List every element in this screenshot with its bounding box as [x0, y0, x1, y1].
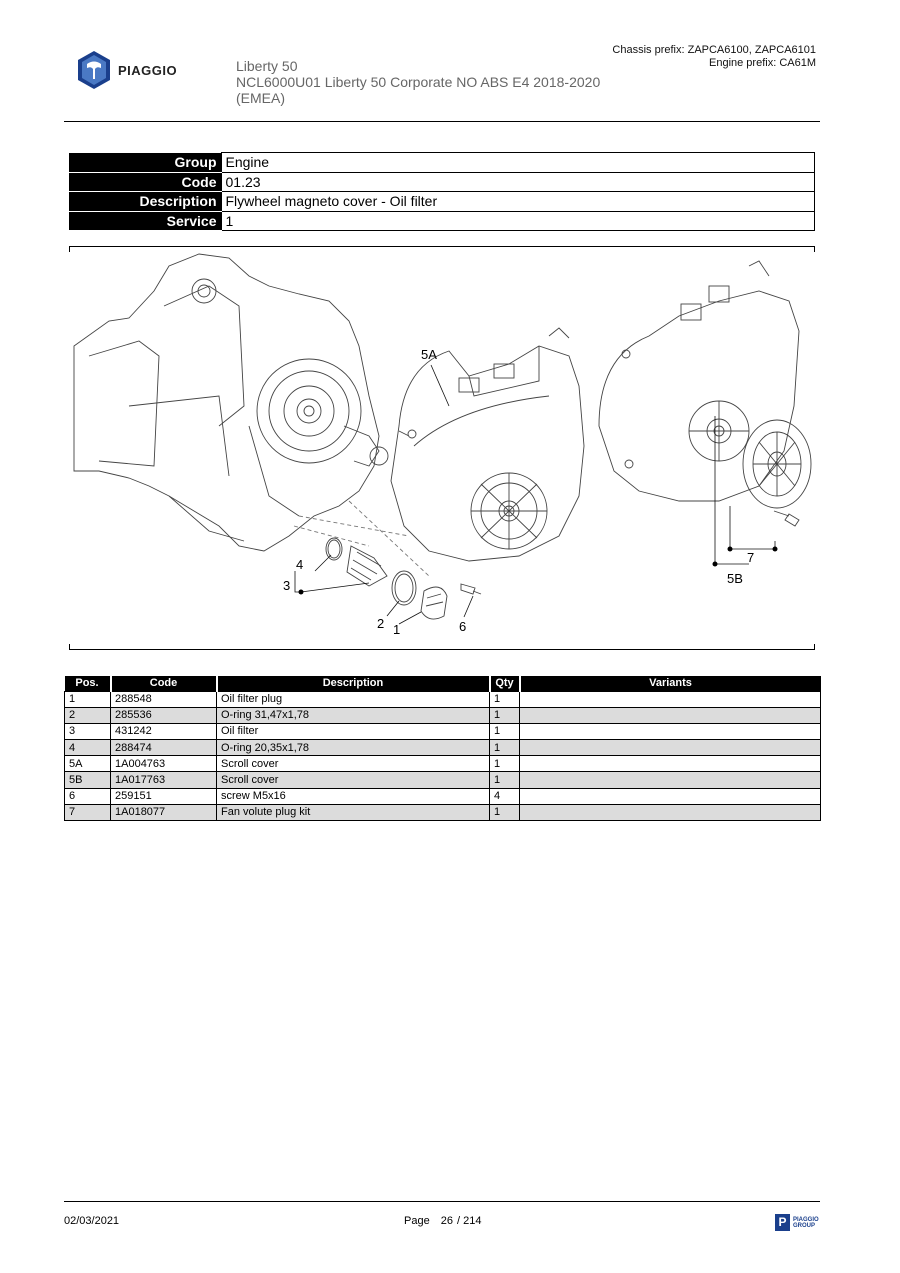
table-row: [65, 756, 821, 772]
cell-code: 1A004763: [111, 756, 217, 772]
group-logo-line: GROUP: [793, 1222, 816, 1229]
chassis-prefix: Chassis prefix: ZAPCA6100, ZAPCA6101: [612, 44, 816, 56]
footer-divider: [64, 1201, 820, 1202]
cell-pos: 2: [65, 707, 111, 723]
info-label: Description: [69, 192, 221, 212]
cell-description: Scroll cover: [217, 756, 490, 772]
callout-label: 5B: [727, 571, 743, 586]
info-row-group: [69, 153, 815, 173]
info-value: Engine: [221, 153, 815, 173]
parts-header-row: [65, 676, 821, 691]
cell-qty: 1: [490, 707, 520, 723]
info-value: 1: [221, 211, 815, 231]
piaggio-shield-icon: [76, 50, 112, 90]
cell-qty: 1: [490, 756, 520, 772]
info-row-service: [69, 211, 815, 231]
callout-label: 3: [283, 578, 291, 593]
callout-label: 1: [393, 622, 401, 637]
cell-qty: 1: [490, 772, 520, 788]
header-divider: [64, 121, 820, 122]
table-row: [65, 804, 821, 820]
parts-drawing: [69, 246, 815, 650]
info-label: Service: [69, 211, 221, 231]
cell-variants: [520, 691, 821, 707]
cell-code: 431242: [111, 723, 217, 739]
table-row: [65, 740, 821, 756]
model-title: [236, 58, 616, 106]
cell-code: 259151: [111, 788, 217, 804]
info-value: Flywheel magneto cover - Oil filter: [221, 192, 815, 212]
model-line: NCL6000U01 Liberty 50 Corporate NO ABS E4 2018-2020: [236, 74, 601, 90]
group-info-table: [69, 152, 815, 231]
column-header: Pos.: [65, 676, 111, 691]
cell-code: 288474: [111, 740, 217, 756]
brand-name: PIAGGIO: [118, 62, 178, 78]
cell-description: Oil filter plug: [217, 691, 490, 707]
cell-description: Oil filter: [217, 723, 490, 739]
cell-qty: 4: [490, 788, 520, 804]
cell-description: O-ring 31,47x1,78: [217, 707, 490, 723]
cell-qty: 1: [490, 723, 520, 739]
table-row: [65, 707, 821, 723]
callout-label: 4: [296, 557, 304, 572]
cell-variants: [520, 756, 821, 772]
info-row-description: [69, 192, 815, 212]
column-header: Code: [111, 676, 217, 691]
piaggio-group-p-icon: P: [775, 1214, 790, 1231]
scroll-cover-5b-drawing: [599, 261, 811, 526]
cell-pos: 1: [65, 691, 111, 707]
table-row: [65, 723, 821, 739]
callout-label: 6: [459, 619, 467, 634]
print-date: 02/03/2021: [64, 1215, 120, 1227]
callout-label: 7: [747, 550, 755, 565]
cell-description: Scroll cover: [217, 772, 490, 788]
piaggio-logo: [76, 50, 177, 90]
cell-variants: [520, 804, 821, 820]
cell-code: 1A018077: [111, 804, 217, 820]
crankcase-drawing: [74, 254, 388, 551]
cell-description: Fan volute plug kit: [217, 804, 490, 820]
cell-description: O-ring 20,35x1,78: [217, 740, 490, 756]
cell-pos: 6: [65, 788, 111, 804]
engine-prefix: Engine prefix: CA61M: [709, 57, 816, 69]
prefix-info: [612, 44, 816, 70]
scroll-cover-5a-drawing: [391, 328, 584, 561]
cell-qty: 1: [490, 740, 520, 756]
cell-qty: 1: [490, 691, 520, 707]
cell-description: screw M5x16: [217, 788, 490, 804]
oil-filter-parts-drawing: [326, 538, 481, 619]
callout-label: 5A: [421, 347, 437, 362]
cell-pos: 4: [65, 740, 111, 756]
cell-variants: [520, 707, 821, 723]
cell-variants: [520, 740, 821, 756]
page-total: 214: [463, 1215, 482, 1227]
cell-variants: [520, 788, 821, 804]
table-row: [65, 691, 821, 707]
cell-pos: 5A: [65, 756, 111, 772]
callout-label: 2: [377, 616, 385, 631]
cell-code: 285536: [111, 707, 217, 723]
exploded-diagram: [69, 246, 815, 650]
piaggio-group-logo: [775, 1214, 819, 1231]
column-header: Qty: [490, 676, 520, 691]
info-label: Code: [69, 172, 221, 192]
table-row: [65, 772, 821, 788]
cell-variants: [520, 772, 821, 788]
page-number: 26: [440, 1215, 454, 1227]
cell-qty: 1: [490, 804, 520, 820]
cell-pos: 3: [65, 723, 111, 739]
cell-code: 1A017763: [111, 772, 217, 788]
column-header: Variants: [520, 676, 821, 691]
cell-pos: 5B: [65, 772, 111, 788]
info-value: 01.23: [221, 172, 815, 192]
column-header: Description: [217, 676, 490, 691]
cell-variants: [520, 723, 821, 739]
model-line: (EMEA): [236, 90, 285, 106]
page-indicator: Page 26 / 214: [404, 1215, 482, 1227]
table-row: [65, 788, 821, 804]
info-label: Group: [69, 153, 221, 173]
group-logo-line: PIAGGIO: [793, 1216, 819, 1223]
parts-table: [64, 676, 821, 821]
cell-pos: 7: [65, 804, 111, 820]
model-line: Liberty 50: [236, 58, 298, 74]
cell-code: 288548: [111, 691, 217, 707]
info-row-code: [69, 172, 815, 192]
page-label: Page: [404, 1215, 430, 1227]
